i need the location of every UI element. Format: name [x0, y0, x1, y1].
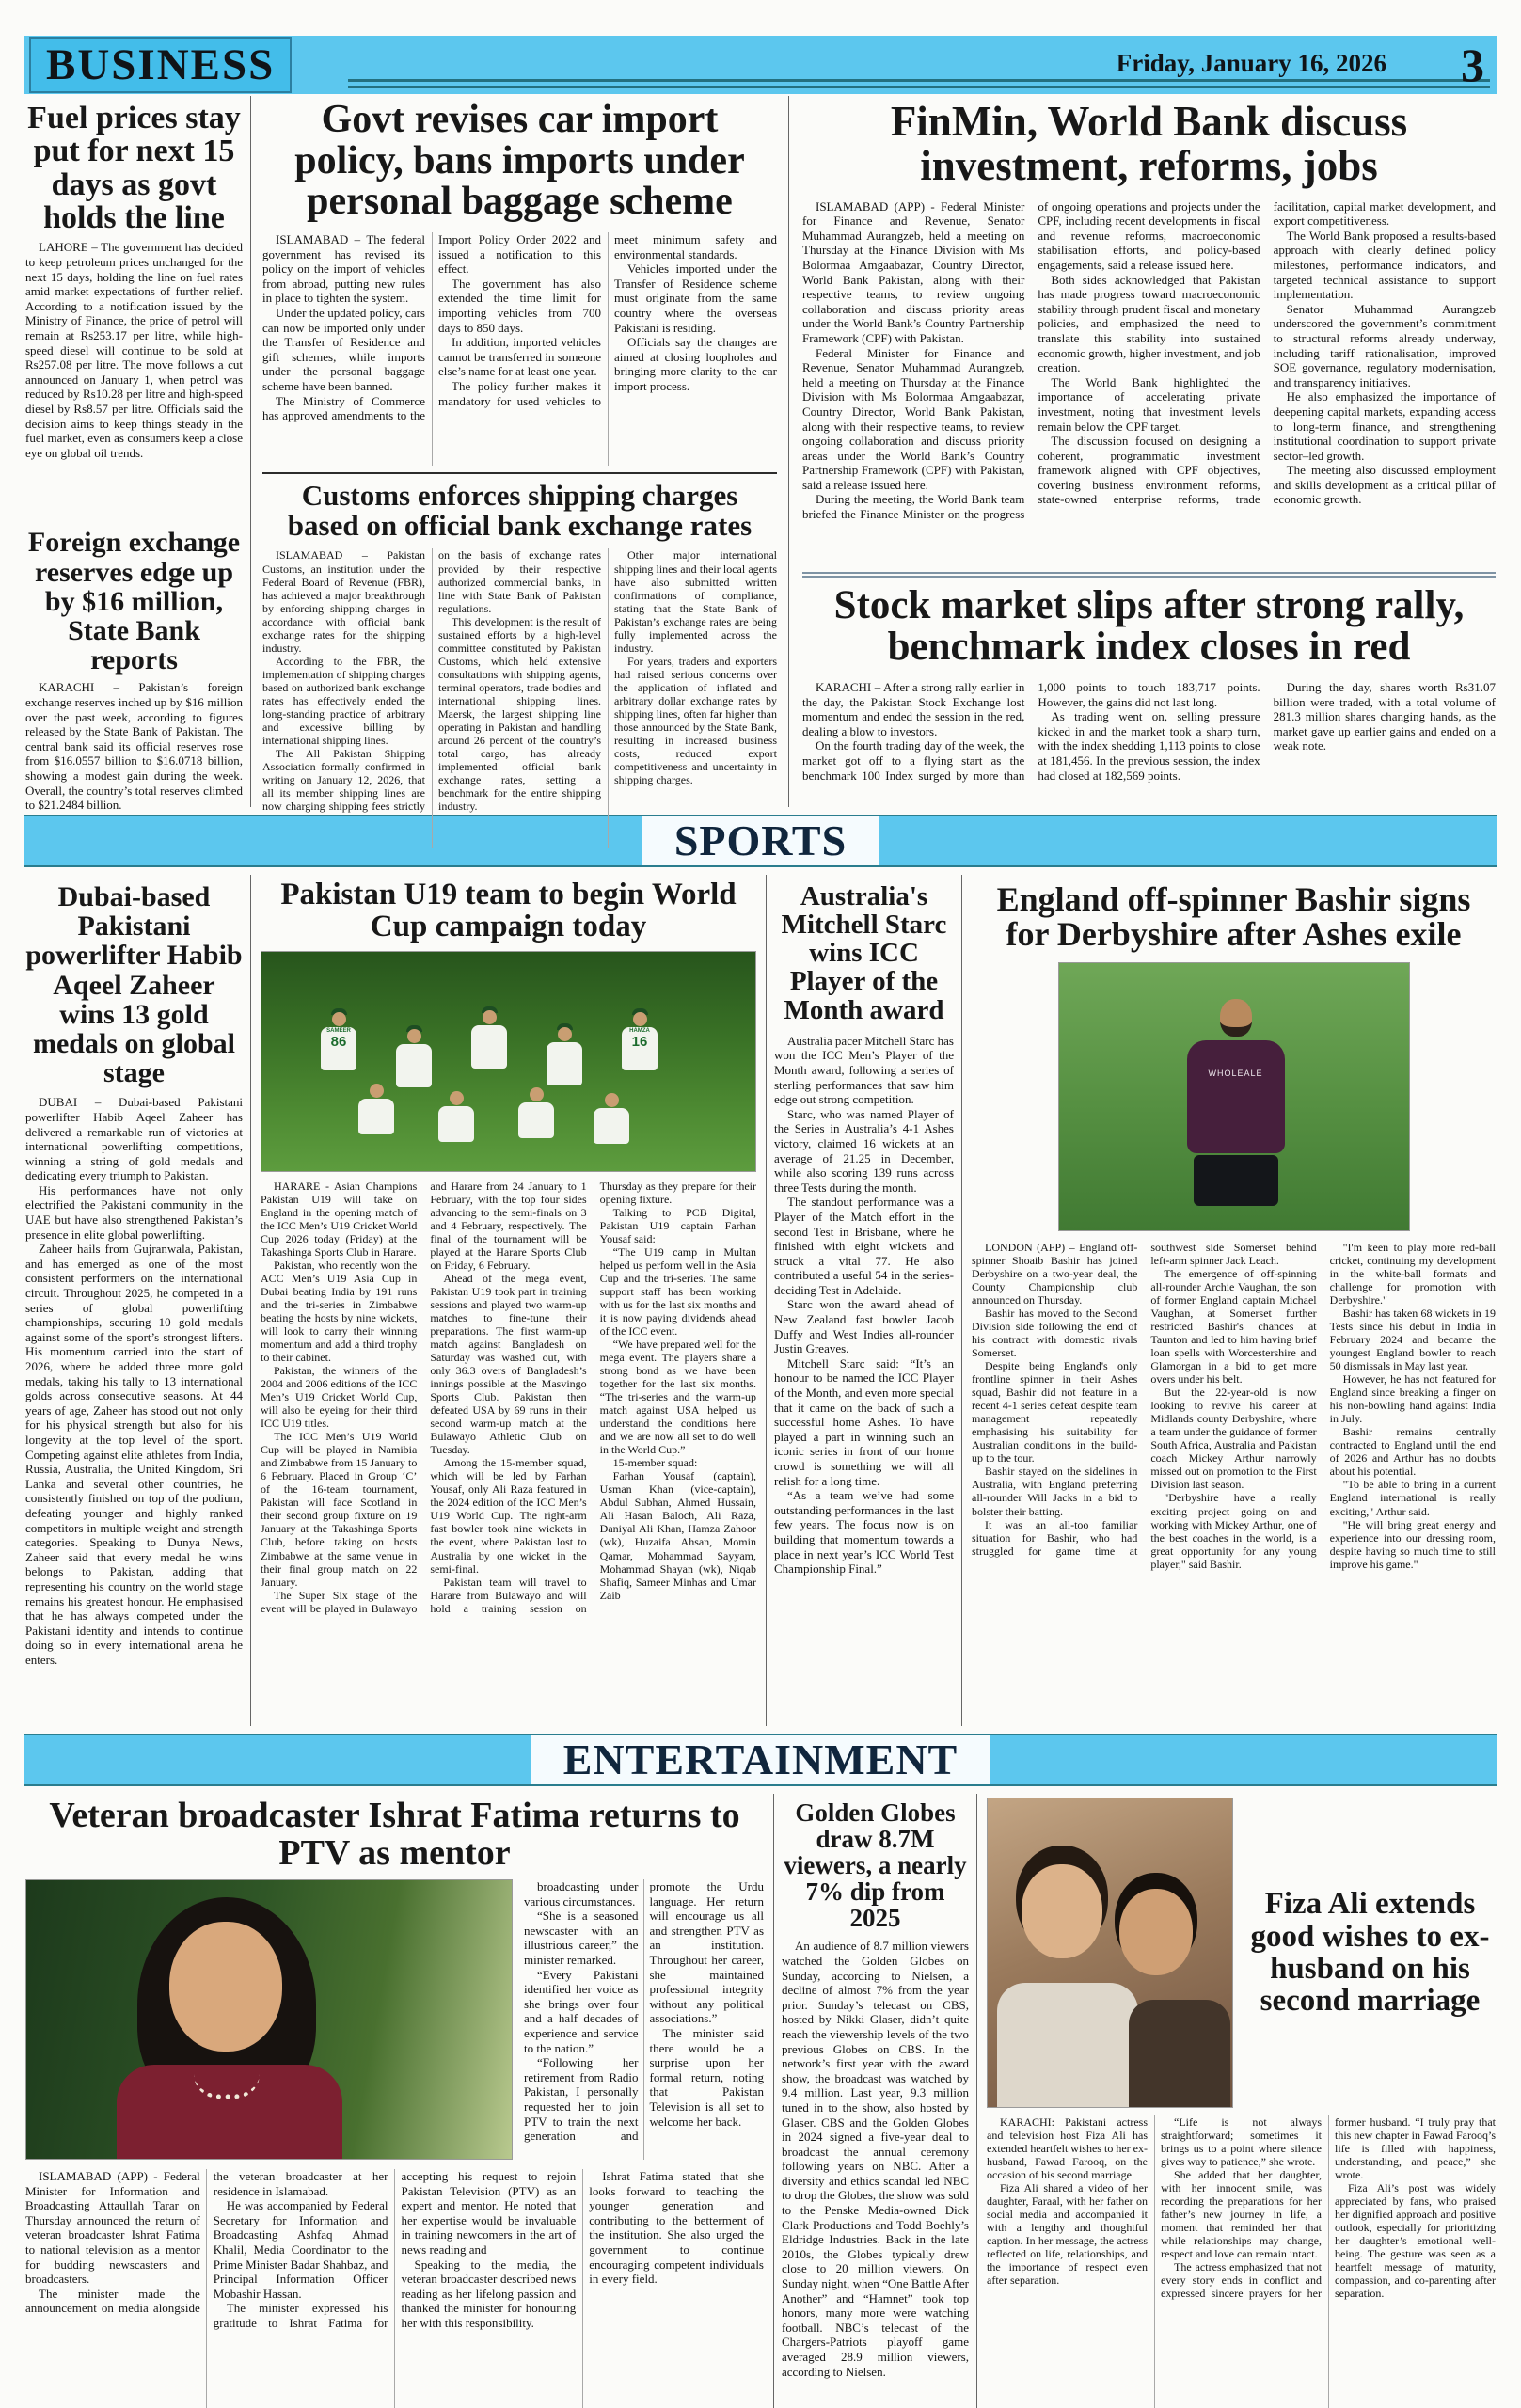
- article-customs-shipping: [262, 481, 777, 848]
- portrait-face: [169, 1922, 282, 2052]
- edition-date: Friday, January 16, 2026: [1116, 49, 1386, 77]
- body-starc-award: Australia pacer Mitchell Starc has won the ICC Men’s Player of the Month award, following a series of sterling performances that saw him edge out strong competition. Starc, who was named Player of the Series in Australia’s 4-1 Ashes victory, claimed 16 wickets at an average of 21.25 in December, while also scoring 139 runs across three Tests during the month. The standout performance was a Player of the Match effort in the second Test in Brisbane, where he finished with eight wickets and struck a vital 77. He also contributed a useful 54 in the series-deciding Test in Adelaide. Starc won the award ahead of New Zealand fast bowler Jacob Duffy and West Indies all-rounder Justin Greaves. Mitchell Starc said: “It’s an honour to be named the ICC Player of the Month, and even more special that it came on the back of such a successful home Ashes. To have played a part in winning such an iconic series in front of our home crowd is something we will all relish for a long time. “As a team we’ve had some outstanding performances in the last few years. The focus now is on building that momentum towards a place in next year’s ICC World Test Championship Final.”: [774, 1033, 954, 1576]
- shirt-sponsor-text: WHOLEALE: [1208, 1068, 1263, 1078]
- portrait-face-second: [1119, 1889, 1193, 1975]
- portrait-face-fiza: [1022, 1864, 1102, 1958]
- business-left-column: [24, 96, 251, 813]
- article-golden-globes: [782, 1799, 969, 2408]
- player-head: [332, 1012, 346, 1026]
- body-bashir-derbyshire: LONDON (AFP) – England off-spinner Shoaib Bashir has joined Derbyshire on a two-year deal, the County Championship club announced on Thursday. Bashir has moved to the Second Division side following the end of his contract with domestic rivals Somerset. Despite being England's only frontline spinner in their Ashes squad, Bashir did not feature in a recent 4-1 series defeat despite team management repeatedly emphasising his suitability for Australian conditions in the build-up to the tour. Bashir stayed on the sidelines in Australia, with England preferring all-rounder Will Jacks in a bid to bolster their batting. It was an all-too familiar situation for Bashir, who had struggled for game time at southwest side Somerset behind left-arm spinner Jack Leach. The emergence of off-spinning all-rounder Archie Vaughan, the son of former England captain Michael Vaughan, at Somerset further restricted Bashir's chances at Taunton and led to him having brief loan spells with Worcestershire and Glamorgan in a bid to get more overs under his belt. But the 22-year-old is now looking to revive his career at Midlands county Derbyshire, where a team under the guidance of former South Africa, Australia and Pakistan coach Mickey Arthur narrowly missed out on promotion to the First Division last season. "Derbyshire have a really exciting project going on and working with Mickey Arthur, one of the best coaches in the world, is a great opportunity for any young player," said Bashir. "I'm keen to play more red-ball cricket, continuing my development in the white-ball formats and challenge for promotion with Derbyshire." Bashir has taken 68 wickets in 19 Tests since his debut in India in February 2024 and became the youngest England bowler to reach 50 dismissals in May last year. However, he has not featured for England since breaking a finger on his non-bowling hand against India in July. Bashir remains centrally contracted to England until the end of 2026 and Arthur has no doubts about his potential. "To be able to bring in a current England international is really exciting," Arthur said. "He will bring great energy and experience into our dressing room, despite having so much time to still improve his game.": [972, 1240, 1496, 1571]
- entertainment-banner: [24, 1734, 1497, 1786]
- sports-column-bashir: [962, 875, 1497, 1726]
- player-head: [483, 1010, 497, 1024]
- player-head: [558, 1027, 572, 1041]
- headline-forex-reserves: Foreign exchange reserves edge up by $16 million, State Bank reports: [27, 527, 241, 676]
- player-jersey: [622, 1027, 658, 1070]
- player-jersey: [321, 1027, 356, 1070]
- sports-banner-label: SPORTS: [642, 816, 879, 865]
- article-car-import: [262, 100, 777, 466]
- sports-column-starc: [767, 875, 962, 1726]
- headline-fuel-prices: Fuel prices stay put for next 15 days as govt holds the line: [27, 101, 241, 236]
- page-number: 3: [1461, 39, 1484, 91]
- article-starc-award: [774, 882, 954, 1683]
- article-powerlifter: [25, 882, 243, 1770]
- portrait-body-fiza: [997, 1983, 1138, 2108]
- article-forex-reserves: [25, 528, 243, 838]
- pakistan-u19-team-photo: [261, 951, 756, 1172]
- sports-section: [24, 875, 1497, 1726]
- ishrat-fatima-photo: [25, 1879, 513, 2160]
- body-golden-globes: An audience of 8.7 million viewers watched the Golden Globes on Sunday, according to Nielsen, a decline of almost 7% from the year prior. Sunday’s telecast on CBS, hosted by Nikki Glaser, didn’t quite reach the viewership levels of the two previous Globes on CBS. In the network’s first year with the award show, the broadcast was watched by 9.4 million. Last year, 9.3 million tuned in to the show, also hosted by Glaser. CBS and the Golden Globes in 2024 signed a five-year deal to broadcast the annual ceremony following years on NBC. After a diversity and ethics scandal led NBC to drop the Globes, the show was sold to the Penske Media-owned Dick Clark Productions and Todd Boehly’s Eldridge Industries. Back in the late 2010s, the Globes typically drew close to 20 million viewers. On Sunday night, when “One Battle After Another” and “Hamnet” took top honors, many more were watching football. NBC’s telecast of the Chargers-Patriots playoff game averaged 28.9 million viewers, according to Nielsen.: [782, 1939, 969, 2379]
- player-head: [450, 1091, 464, 1105]
- body-stock-market: KARACHI – After a strong rally earlier in the day, the Pakistan Stock Exchange lost momentum and ended the session in the red, dealing a blow to investors. On the fourth trading day of the week, the market got off to a flying start as the benchmark 100 Index surged by more than 1,000 points to touch 183,717 points. However, the gains did not last long. As trading went on, selling pressure kicked in and the market took a sharp turn, with the index shedding 1,113 points to close at 181,456. In the previous session, the index had closed at 182,569 points. During the day, shares worth Rs31.07 billion were traded, with a total volume of 281.3 million shares changing hands, as the market gave up earlier gains and ended on a weak note.: [802, 680, 1496, 783]
- jersey-name: SAMEER: [326, 1027, 351, 1034]
- body-finmin-worldbank: ISLAMABAD (APP) - Federal Minister for Finance and Revenue, Senator Muhammad Aurangzeb, held a meeting on Thursday at the Finance Division with Ms Bolormaa Amgaabazar, Country Director, World Bank Pakistan, along with their respective teams, to review ongoing collaboration and discuss priority areas under the World Bank’s Country Partnership Framework (CPF) with Pakistan. Federal Minister for Finance and Revenue, Senator Muhammad Aurangzeb, held a meeting on Thursday at the Finance Division with Ms Bolormaa Amgaabazar, Country Director, World Bank Pakistan, along with their respective teams, to review ongoing collaboration and discuss priority areas under the World Bank’s Country Partnership Framework (CPF) with Pakistan, said a release issued here. During the meeting, the World Bank team briefed the Finance Minister on the progress of ongoing operations and projects under the CPF, including recent developments in fiscal and revenue reforms, macroeconomic stabilisation efforts, and policy-based engagements, said a release issued here. Both sides acknowledged that Pakistan has made progress toward macroeconomic stability through prudent fiscal and monetary policies, and emphasized the need to translate this stability into sustained economic growth, higher investment, and job creation. The World Bank highlighted the importance of accelerating private investment, noting that investment levels remain below the CPF target. The discussion focused on designing a coherent, programmatic investment framework aligned with CPF objectives, covering business environment reforms, state-owned enterprise reforms, trade facilitation, capital market development, and export competitiveness. The World Bank proposed a results-based approach with clearly defined policy milestones, performance indicators, and targeted technical assistance to support implementation. Senator Muhammad Aurangzeb underscored the government’s commitment to structural reforms already underway, including tariff rationalisation, improved SOE governance, regulatory modernisation, and transparency initiatives. He also emphasized the importance of deepening capital markets, expanding access to long-term finance, and strengthening institutional coordination to support private sector–led growth. The meeting also discussed employment and skills development as a critical pillar of economic growth.: [802, 198, 1496, 522]
- player-head: [530, 1087, 544, 1101]
- player-jersey: [438, 1106, 474, 1142]
- article-u19-worldcup: [261, 879, 756, 1708]
- portrait-body-second: [1129, 2000, 1230, 2108]
- player-jersey: [358, 1099, 394, 1134]
- entertainment-section: [24, 1794, 1497, 2408]
- headline-customs-shipping: Customs enforces shipping charges based on official bank exchange rates: [287, 479, 753, 543]
- headline-golden-globes: Golden Globes draw 8.7M viewers, a nearly 7% dip from 2025: [784, 1798, 967, 1933]
- sports-column-u19: [251, 875, 767, 1726]
- player-jersey: [518, 1102, 554, 1138]
- article-ishrat-fatima: [25, 1798, 764, 2408]
- cricketer-legs: [1194, 1155, 1278, 1206]
- headline-car-import: Govt revises car import policy, bans imports under personal baggage scheme: [294, 98, 745, 224]
- body-ishrat-fatima-side: broadcasting under various circumstances. “She is a seasoned newscaster with an illustrious career,” the minister remarked. “Every Pakistani identified her voice as she brings over four and a half decades of experience and service to the nation.” “Following her retirement from Radio Pakistan, I personally requested her to join PTV to train the next generation and promote the Urdu language. Her return will encourage us all and strengthen PTV as an institution. Throughout her career, she maintained professional integrity without any political associations.” The minister said there would be a surprise upon her formal return, noting that Pakistan Television is all set to welcome her back.: [524, 1879, 764, 2144]
- player-head: [633, 1012, 647, 1026]
- player-jersey: [396, 1044, 432, 1087]
- player-figure: [318, 1008, 359, 1070]
- headline-u19-worldcup: Pakistan U19 team to begin World Cup campaign today: [280, 878, 737, 944]
- body-fiza-ali: KARACHI: Pakistani actress and television host Fiza Ali has extended heartfelt wishes to her ex-husband, Fawad Farooq, on the occasion of his second marriage. Fiza Ali shared a video of her daughter, Faraal, with her father on social media and accompanied it with a lengthy and thoughtful caption. In her message, the actress reflected on life, relationships, and the importance of respect even after separation. “Life is not always straightforward; sometimes it brings us to a point where silence gives way to patience,” she wrote. She added that her daughter, with her innocent smile, was recording the preparations for her father’s new journey in life, a moment that reminded her that while relationships may change, respect and love can remain intact. The actress emphasized that not every story ends in conflict and expressed sincere prayers for her former husband. “I truly pray that this new chapter in Fawad Farooq’s life is filled with happiness, understanding, and peace,” she wrote. Fiza Ali’s post was widely appreciated by fans, who praised her dignified approach and positive outlook, especially for prioritizing her daughter’s emotional well-being. The gesture was seen as a heartfelt message of maturity, compassion, and co-parenting after separation.: [987, 2115, 1496, 2301]
- player-figure: [468, 1006, 510, 1069]
- player-head: [407, 1029, 421, 1043]
- headline-fiza-ali: Fiza Ali extends good wishes to ex-husband on his second marriage: [1250, 1887, 1490, 2019]
- body-forex-reserves: KARACHI – Pakistan’s foreign exchange reserves inched up by $16 million over the past week, according to figures released by the State Bank of Pakistan. The central bank said its official reserves rose from $16.0557 billion to $16.0718 billion, showing a modest gain during the week. Overall, the country’s total reserves climbed to $21.2484 billion.: [25, 680, 243, 813]
- body-powerlifter: DUBAI – Dubai-based Pakistani powerlifter Habib Aqeel Zaheer has delivered a remarkable run of victories at international powerlifting competitions, winning a string of gold medals and dedicating every triumph to Pakistan. His performances have not only electrified the Pakistani community in the UAE but have also strengthened Pakistan’s presence in elite global powerlifting. Zaheer hails from Gujranwala, Pakistan, and has emerged as one of the most consistent performers on the international circuit. Throughout 2025, he competed in a series of global powerlifting championships, securing 10 gold medals against some of the sport’s strongest lifters. His momentum carried into the start of 2026, where he added three more gold medals, taking his tally to 13 international golds across consecutive seasons. At 44 years of age, Zaheer has stood out not only for his physical strength but also for his longevity at the top level of the sport. Competing against elite athletes from India, Russia, Australia, the United Kingdom, Sri Lanka and several other countries, he consistently finished on top of the podium, defeating younger and highly ranked competitors in multiple weight and strength categories. Speaking to Dunya News, Zaheer said that every medal he wins belongs to Pakistan, adding that representing his country on the world stage remains his greatest honour. He emphasised that he has always competed under the Pakistani identity and intends to continue doing so in every international arena he enters.: [25, 1095, 243, 1667]
- sports-column-powerlifter: [24, 875, 251, 1726]
- player-figure: [356, 1084, 397, 1134]
- body-u19-worldcup: HARARE - Asian Champions Pakistan U19 will take on England in the opening match of the ICC Men’s U19 Cricket World Cup 2026 today (Friday) at the Takashinga Sports Club in Harare. Pakistan, who recently won the ACC Men’s U19 Asia Cup in Dubai beating India by 191 runs and the tri-series in Zimbabwe beating the hosts by nine wickets, will look to carry their winning momentum and add a third trophy to their cabinet. Pakistan, the winners of the 2004 and 2006 editions of the ICC Men’s U19 Cricket World Cup, will also be eyeing for their third ICC U19 titles. The ICC Men’s U19 World Cup will be played in Namibia and Zimbabwe from 15 January to 6 February. Placed in Group ‘C’ of the 16-team tournament, Pakistan will face Scotland in their second group fixture on 19 January at the Takashinga Sports Club, before taking on hosts Zimbabwe at the same venue in their final group match on 22 January. The Super Six stage of the event will be played in Bulawayo and Harare from 24 January to 1 February, with the top four sides advancing to the semi-finals on 3 and 4 February, respectively. The final of the tournament will be played at the Harare Sports Club on Friday, 6 February. Ahead of the mega event, Pakistan U19 took part in training sessions and played two warm-up matches to fine-tune their preparations. The first warm-up match against Bangladesh on Saturday was washed out, with only 36.3 overs of Bangladesh’s innings possible at the Masvingo Sports Club. Pakistan then defeated USA by 69 runs in their second warm-up match at the Bulawayo Athletic Club on Tuesday. Among the 15-member squad, which will be led by Farhan Yousaf, only Ali Raza featured in the 2024 edition of the ICC Men’s U19 World Cup. The right-arm fast bowler took nine wickets in the event, where Pakistan lost to Australia by one wicket in the semi-final. Pakistan team will travel to Harare from Bulawayo and will hold a training session on Thursday as they prepare for their opening fixture. Talking to PCB Digital, Pakistan U19 captain Farhan Yousaf said: “The U19 camp in Multan helped us perform well in the Asia Cup and the tri-series. The same support staff has been working with us for the last six months and it is now paying dividends ahead of the ICC event. “We have prepared well for the mega event. The players share a strong bond as we have been together for the last six months. “The tri-series and the warm-up match against USA helped us understand the conditions here and we are now all set to do well in the World Cup.” 15-member squad: Farhan Yousaf (captain), Usman Khan (vice-captain), Abdul Subhan, Ahmed Hussain, Ali Hasan Baloch, Ali Raza, Daniyal Ali Khan, Hamza Zahoor (wk), Huzaifa Ahsan, Momin Qamar, Mohammad Sayyam, Mohammad Shayan (wk), Niqab Shafiq, Sameer Minhas and Umar Zaib: [261, 1179, 756, 1615]
- jersey-number: 16: [631, 1033, 648, 1050]
- player-figure: [393, 1025, 435, 1087]
- body-ishrat-fatima-bottom: ISLAMABAD (APP) - Federal Minister for Information and Broadcasting Attaullah Tarar on Thursday announced the return of veteran broadcaster Ishrat Fatima to national television as a mentor for budding newscasters and broadcasters. The minister made the announcement on media alongside the veteran broadcaster at her residence in Islamabad. He was accompanied by Federal Secretary for Information and Broadcasting Ashfaq Ahmad Khalil, Media Coordinator to the Prime Minister Badar Shahbaz, and Principal Information Officer Mobashir Hassan. The minister expressed his gratitude to Ishrat Fatima for accepting his request to rejoin Pakistan Television (PTV) as an expert and mentor. He noted that her expertise would be invaluable in training newcomers in the art of news reading and Speaking to the media, the veteran broadcaster described news reading as her lifelong passion and thanked the minister for honouring her with this responsibility. Ishrat Fatima stated that she looks forward to teaching the younger generation and contributing to the betterment of the institution. She also urged the government to continue encouraging competent individuals in every field.: [25, 2169, 764, 2330]
- divider: [262, 472, 777, 474]
- cricketer-head: [1220, 999, 1252, 1037]
- entertainment-column-fiza: [977, 1794, 1497, 2408]
- player-figure: [436, 1091, 477, 1142]
- player-head: [370, 1084, 384, 1098]
- headline-starc-award: Australia's Mitchell Starc wins ICC Player of the Month award: [781, 881, 947, 1025]
- body-fuel-prices: LAHORE – The government has decided to keep petroleum prices unchanged for the next 15 days, holding the line on fuel rates amid market expectations of further relief. According to a notification issued by the Ministry of Finance, the price of petrol will remain at Rs253.17 per litre, while high-speed diesel will continue to be sold at Rs257.08 per litre. The move follows a cut announced on January 1, when petrol was reduced by Rs10.28 per litre and high-speed diesel by Rs8.57 per litre. Officials said the decision aims to keep things steady in the fuel market, even as consumers keep a close eye on global oil trends.: [25, 240, 243, 460]
- article-fuel-prices: [25, 102, 243, 520]
- business-section: [24, 96, 1497, 814]
- cricketer-shirt: [1187, 1040, 1285, 1153]
- player-head: [605, 1093, 619, 1107]
- entertainment-column-ishrat: [24, 1794, 774, 2408]
- player-figure: [515, 1087, 557, 1138]
- headline-finmin-worldbank: FinMin, World Bank discuss investment, reforms, jobs: [890, 98, 1408, 189]
- article-finmin-worldbank: [802, 100, 1496, 564]
- headline-stock-market: Stock market slips after strong rally, benchmark index closes in red: [833, 582, 1465, 670]
- entertainment-banner-label: ENTERTAINMENT: [531, 1735, 990, 1784]
- divider: [802, 572, 1496, 578]
- player-jersey: [594, 1108, 629, 1144]
- business-right-column: [789, 96, 1497, 807]
- sports-banner: [24, 815, 1497, 867]
- headline-bashir-derbyshire: England off-spinner Bashir signs for Derbyshire after Ashes exile: [996, 880, 1471, 954]
- section-label-business: BUSINESS: [29, 37, 292, 93]
- bashir-photo: [1058, 962, 1410, 1231]
- article-fiza-ali: [987, 1798, 1496, 2408]
- player-jersey: [471, 1025, 507, 1069]
- body-car-import: ISLAMABAD – The federal government has revised its policy on the import of vehicles from abroad, putting new rules in place to tighten the system. Under the updated policy, cars can now be imported only under the Transfer of Residence and gift schemes, while imports under the personal baggage scheme have been banned. The Ministry of Commerce has approved amendments to the Import Policy Order 2022 and issued a notification to this effect. The government has also extended the time limit for importing vehicles from 700 days to 850 days. In addition, imported vehicles cannot be transferred in someone else’s name for at least one year. The policy further makes it mandatory for used vehicles to meet minimum safety and environmental standards. Vehicles imported under the Transfer of Residence scheme must originate from the same country where the overseas Pakistani is residing. Officials say the changes are aimed at closing loopholes and bringing more clarity to the car import process.: [262, 232, 777, 423]
- headline-powerlifter: Dubai-based Pakistani powerlifter Habib Aqeel Zaheer wins 13 gold medals on global stage: [25, 881, 243, 1089]
- article-bashir-derbyshire: [972, 882, 1496, 1634]
- entertainment-column-globes: [774, 1794, 977, 2408]
- article-stock-market: [802, 582, 1496, 791]
- headline-ishrat-fatima: Veteran broadcaster Ishrat Fatima returns to PTV as mentor: [49, 1796, 740, 1873]
- player-jersey: [547, 1042, 582, 1085]
- fiza-ali-photo: [987, 1798, 1233, 2108]
- player-figure: [591, 1093, 632, 1144]
- player-figure: [544, 1023, 585, 1085]
- player-figure: [619, 1008, 660, 1070]
- jersey-name: HAMZA: [629, 1027, 650, 1034]
- masthead-rule: [348, 79, 1490, 88]
- masthead: [24, 36, 1497, 94]
- cricketer-figure: [1180, 999, 1292, 1206]
- body-customs-shipping: ISLAMABAD – Pakistan Customs, an institution under the Federal Board of Revenue (FBR), has achieved a major breakthrough by enforcing shipping charges in accordance with official bank exchange rates for the shipping industry. According to the FBR, the implementation of shipping charges based on authorized bank exchange rates has effectively ended the long-standing practice of arbitrary and excessive billing by international shipping lines. The All Pakistan Shipping Association formally confirmed in writing on January 12, 2026, that all its member shipping lines are now charging shipping fees strictly on the basis of exchange rates provided by their respective authorized commercial banks, in line with State Bank of Pakistan regulations. This development is the result of sustained efforts by a high-level committee constituted by Pakistan Customs, which held extensive consultations with shipping agents, terminal operators, trade bodies and international shipping lines. Maersk, the largest shipping line operating in Pakistan and handling around 26 percent of the country’s total cargo, has already implemented official bank exchange rates, setting a benchmark for the entire shipping industry. Other major international shipping lines and their local agents have also submitted written confirmations of compliance, stating that the State Bank of Pakistan’s exchange rates are being fully implemented across the industry. For years, traders and exporters had raised serious concerns over the application of inflated and arbitrary dollar exchange rates by shipping lines, often far higher than those announced by the State Bank, resulting in increased business costs, reduced export competitiveness and uncertainty in shipping charges.: [262, 548, 777, 814]
- jersey-number: 86: [330, 1033, 347, 1050]
- business-middle-column: [251, 96, 789, 814]
